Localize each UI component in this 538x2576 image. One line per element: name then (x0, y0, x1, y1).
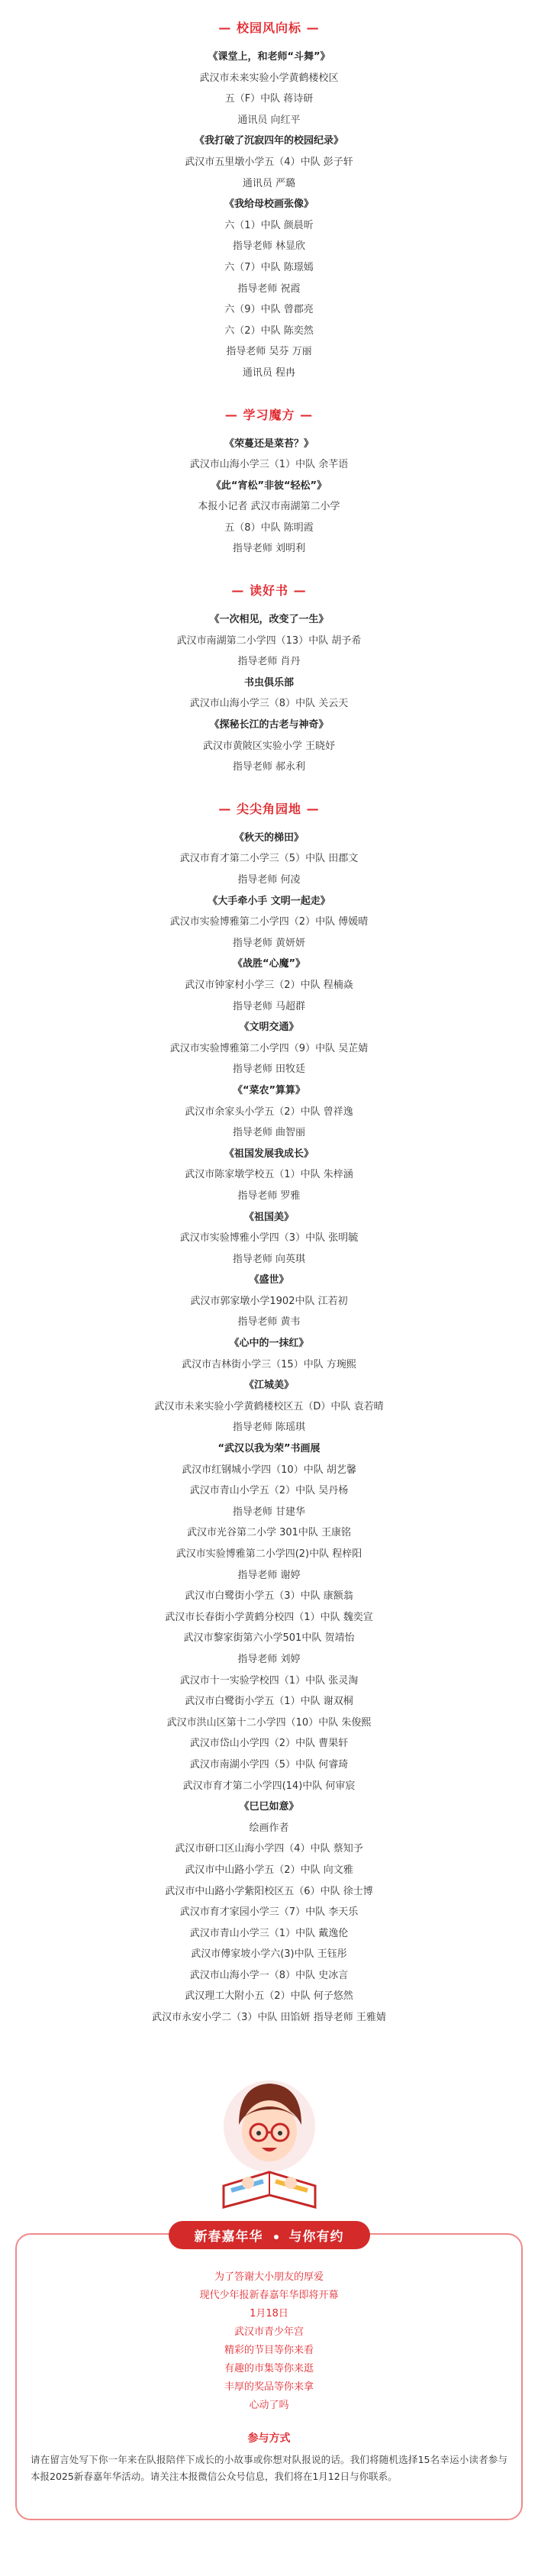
item-title: “武汉以我为荣”书画展 (217, 1443, 321, 1455)
section-study (15, 405, 523, 560)
item-text: 武汉市红钢城小学四（10）中队 胡艺馨 (182, 1464, 356, 1476)
item-text: 本报小记者 武汉市南湖第二小学 (198, 501, 340, 513)
promo-title-right: 与你有约 (288, 2229, 344, 2245)
reading-child-illustration (208, 2071, 330, 2216)
item-text: 武汉理工大附小五（2）中队 何子悠然 (185, 1990, 353, 2003)
item-text: 武汉市实验博雅第二小学四（2）中队 傅媛晴 (169, 916, 369, 928)
item-text: 武汉市白鹭街小学五（1）中队 谢双桐 (185, 1696, 353, 1708)
item-text: 指导老师 甘建华 (232, 1506, 306, 1518)
item-text: 武汉市山海小学一（8）中队 史冰言 (189, 1969, 349, 1981)
item-title: 《课堂上，和老师“斗舞”》 (208, 51, 330, 63)
item-text: 指导老师 吴芬 万丽 (226, 346, 312, 358)
item-text: 六（9）中队 曾郡亮 (224, 304, 314, 316)
item-text: 指导老师 谢婷 (237, 1569, 301, 1581)
item-text: 武汉市洪山区第十二小学四（10）中队 朱俊熙 (166, 1716, 372, 1729)
section-lines (15, 828, 523, 2029)
item-text: 指导老师 何凌 (237, 874, 301, 886)
item-text: 武汉市白鹭街小学五（3）中队 康额翁 (185, 1590, 353, 1603)
item-text: 武汉市吉林街小学三（15）中队 方琬熙 (182, 1358, 356, 1370)
promo-line: 为了答谢大小朋友的厚爱 (214, 2271, 324, 2283)
item-text: 通讯员 程冉 (242, 366, 296, 379)
item-text: 指导老师 郝永利 (232, 761, 306, 773)
item-title: 《祖国发展我成长》 (224, 1148, 314, 1160)
item-text: 武汉市陈家墩学校五（1）中队 朱梓涵 (185, 1169, 353, 1181)
item-text: 指导老师 黄妍妍 (232, 937, 306, 949)
section-title: — 尖尖角园地 — (218, 801, 320, 816)
item-text: 指导老师 田牧廷 (232, 1064, 306, 1076)
item-title: 《“菜农”算算》 (232, 1084, 306, 1096)
section-lines (15, 47, 523, 384)
item-text: 武汉市长春街小学黄鹤分校四（1）中队 魏奕宣 (165, 1611, 373, 1623)
item-text: 指导老师 刘明利 (232, 543, 306, 555)
join-method-title: 参与方式 (247, 2432, 291, 2445)
item-text: 六（2）中队 陈奕然 (224, 324, 314, 337)
item-title: 《大手牵小手 文明一起走》 (208, 895, 330, 907)
promo-line: 精彩的节目等你来看 (224, 2344, 314, 2356)
item-title: 《文明交通》 (239, 1022, 299, 1034)
item-text: 武汉市山海小学三（8）中队 关云天 (189, 698, 349, 710)
section-title: — 校园风向标 — (218, 21, 320, 35)
item-text: 武汉市育才家园小学三（7）中队 李天乐 (179, 1906, 359, 1919)
promo-line: 丰厚的奖品等你来拿 (224, 2381, 314, 2393)
item-title: 《江城美》 (243, 1380, 294, 1392)
item-text: 指导老师 罗雅 (237, 1190, 301, 1202)
item-text: 武汉市青山小学三（1）中队 戴逸伦 (189, 1927, 349, 1939)
item-title: 《荣蔓还是菜苔？》 (224, 437, 314, 450)
item-text: 武汉市南湖小学四（5）中队 何睿琦 (189, 1758, 349, 1771)
item-text: 武汉市中山路小学紫阳校区五（6）中队 徐士博 (165, 1885, 373, 1897)
item-text: 指导老师 刘婷 (237, 1653, 301, 1665)
item-text: 指导老师 曲智丽 (232, 1127, 306, 1139)
item-text: 通讯员 严璐 (242, 177, 296, 189)
item-text: 六（1）中队 颜晨昕 (224, 219, 314, 231)
item-text: 绘画作者 (249, 1822, 289, 1834)
section-campus (15, 18, 523, 384)
item-title: 《探秘长江的古老与神奇》 (209, 719, 329, 731)
item-title: 《心中的一抹红》 (229, 1338, 309, 1350)
item-text: 武汉市光谷第二小学 301中队 王康铭 (186, 1527, 352, 1539)
item-text: 武汉市育才第二小学四(14)中队 何审宸 (182, 1780, 356, 1792)
item-text: 武汉市实验博雅第二小学四(2)中队 程梓阳 (176, 1548, 362, 1560)
item-title: 《盛世》 (249, 1274, 289, 1286)
item-text: 武汉市实验博雅小学四（3）中队 张明毓 (179, 1232, 359, 1244)
item-text: 武汉市南湖第二小学四（13）中队 胡予希 (176, 634, 362, 647)
item-text: 武汉市余家头小学五（2）中队 曾祥逸 (185, 1106, 353, 1118)
item-title: 《秋天的梯田》 (234, 831, 304, 844)
item-title: 《我给母校画张像》 (224, 199, 314, 211)
item-text: 指导老师 陈瑶琪 (232, 1422, 306, 1434)
item-title: 书虫俱乐部 (243, 676, 294, 689)
item-title: 《一次相见，改变了一生》 (209, 614, 329, 626)
item-text: 指导老师 向英琪 (232, 1253, 306, 1265)
promo-line: 武汉市青少年宫 (234, 2326, 304, 2338)
item-text: 指导老师 林显欣 (232, 240, 306, 253)
section-title: — 学习魔方 — (224, 407, 314, 422)
promo-line: 心动了吗 (249, 2399, 289, 2411)
item-text: 武汉市郭家墩小学1902中队 江若初 (190, 1295, 348, 1307)
item-text: 武汉市实验博雅第二小学四（9）中队 吴芷婧 (169, 1042, 369, 1054)
promo-line: 有趣的市集等你来逛 (224, 2362, 314, 2374)
promo-card (15, 2229, 523, 2520)
item-text: 武汉市研口区山海小学四（4）中队 蔡知予 (175, 1843, 363, 1855)
item-text: 指导老师 黄韦 (237, 1316, 301, 1328)
item-title: 《巳巳如意》 (239, 1801, 299, 1813)
item-text: 武汉市钟家村小学三（2）中队 程楠焱 (185, 979, 353, 991)
section-lines (15, 434, 523, 560)
section-title: — 读好书 — (231, 583, 307, 599)
section-lines (15, 609, 523, 778)
item-text: 五（F）中队 蒋诗研 (224, 93, 314, 105)
item-text: 武汉市黄陂区实验小学 王晓妤 (202, 740, 336, 752)
item-text: 六（7）中队 陈璟嫣 (224, 261, 314, 273)
item-title: 《此“宵松”非彼“轻松”》 (211, 479, 327, 492)
item-text: 指导老师 马超群 (232, 1000, 306, 1012)
item-text: 武汉市永安小学二（3）中队 田馅妍 指导老师 王雅婧 (152, 2012, 386, 2024)
dot-icon (274, 2235, 279, 2239)
item-text: 通讯员 向红平 (237, 114, 301, 126)
item-text: 武汉市未来实验小学黄鹤楼校区五（D）中队 袁若晴 (154, 1400, 384, 1412)
section-garden (15, 799, 523, 2029)
item-text: 武汉市未来实验小学黄鹤楼校区 (199, 72, 339, 84)
item-text: 武汉市青山小学五（2）中队 吴丹杨 (189, 1485, 349, 1497)
item-title: 《战胜“心魔”》 (232, 958, 306, 970)
item-text: 武汉市岱山小学四（2）中队 曹果轩 (189, 1738, 349, 1750)
promo-line: 1月18日 (250, 2307, 288, 2319)
section-reading (15, 581, 523, 778)
item-text: 武汉市五里墩小学五（4）中队 彭子轩 (185, 156, 353, 168)
item-text: 武汉市十一实验学校四（1）中队 张灵淘 (179, 1674, 359, 1687)
promo-title-pill (169, 2221, 370, 2249)
item-text: 指导老师 肖丹 (237, 656, 301, 668)
promo-line: 现代少年报新春嘉年华即将开幕 (199, 2289, 339, 2301)
item-text: 五（8）中队 陈明霞 (224, 521, 314, 534)
item-title: 《我打破了沉寂四年的校园纪录》 (194, 135, 343, 147)
item-text: 指导老师 祝霞 (237, 282, 301, 295)
item-title: 《祖国美》 (243, 1211, 294, 1223)
promo-title-left: 新春嘉年华 (194, 2229, 263, 2245)
join-method-text: 请在留言处写下你一年来在队报陪伴下成长的小故事或你想对队报说的话。我们将随机选择15名幸运小读者参与本报2025新春嘉年华活动。请关注本报微信公众号信息，我们将在1月12日与你联系。 (31, 2453, 507, 2482)
item-text: 武汉市傅家坡小学六(3)中队 王钰彤 (191, 1948, 347, 1961)
item-text: 武汉市中山路小学五（2）中队 向文雅 (185, 1864, 353, 1876)
item-text: 武汉市黎家街第六小学501中队 贺靖怡 (183, 1632, 355, 1645)
item-text: 武汉市育才第二小学三（5）中队 田郡文 (179, 853, 359, 865)
item-text: 武汉市山海小学三（1）中队 余芊语 (189, 459, 349, 471)
